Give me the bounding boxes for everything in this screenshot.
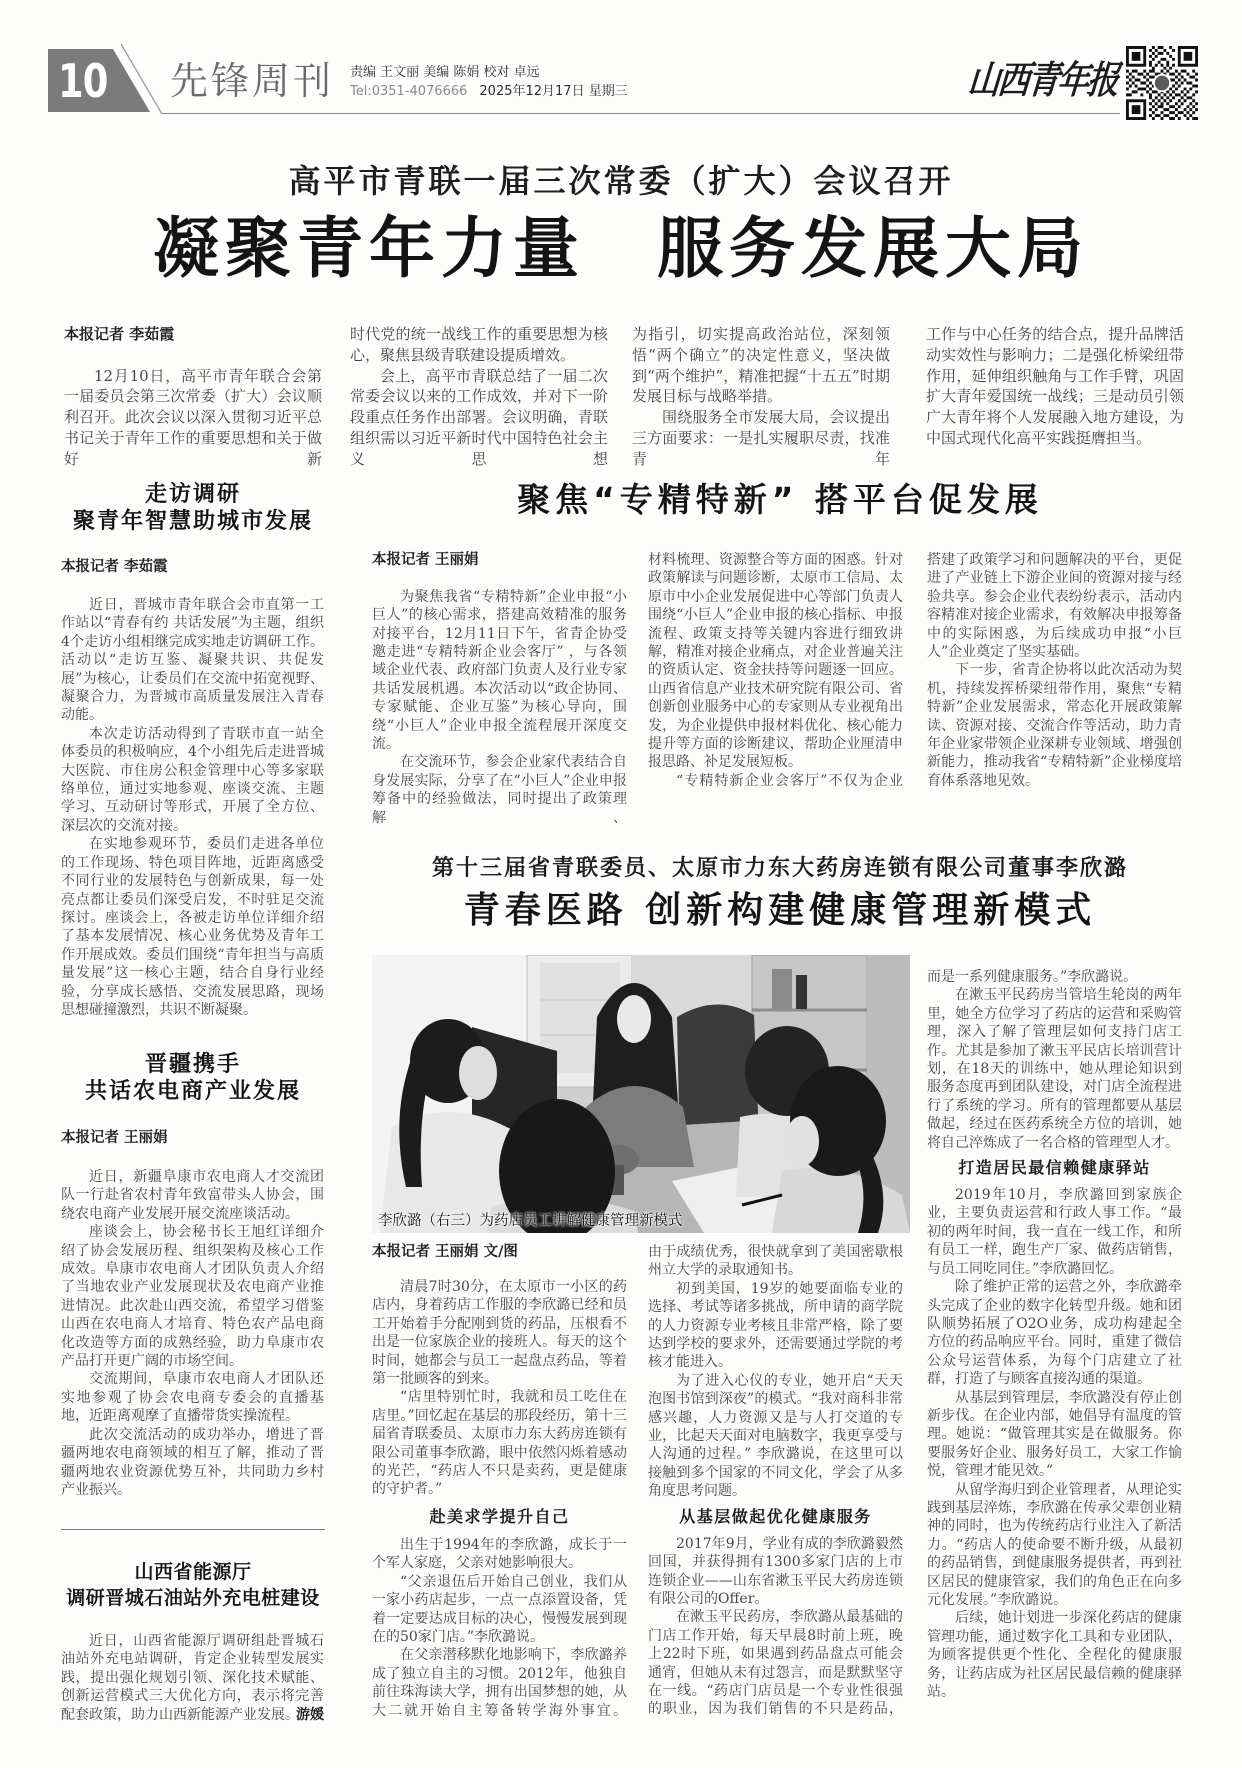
left-story-1-byline: 本报记者 李茹霞 [61,559,168,575]
paragraph: 清晨7时30分，在太原市一小区的药店内，身着药店工作服的李欣潞已经和员工开始着手分配刚到货的药品，压根看不出是一位家族企业的接班人。每天的这个时间，她都会与员工一起盘点药品，等着第一批顾客的到来。 [372,1279,627,1388]
photo-caption: 李欣潞（右三）为药店员工讲解健康管理新模式 [378,1213,683,1229]
left-story-2 [61,1051,325,1105]
paragraph: 此次交流活动的成功举办，增进了晋疆两地农电商领域的相互了解，推动了晋疆两地农业资源优势互补，共同助力乡村产业振兴。 [61,1426,324,1498]
headline-line-2: 调研晋城石油站外充电桩建设 [66,1587,320,1609]
left-story-1-body [61,596,324,1019]
paragraph: 从基层到管理层，李欣潞没有停止创新步伐。在企业内部，她倡导有温度的管理。她说：“做管理其实是在做服务。你要服务好企业、服务好员工，大家工作愉悦，管理才能见效。” [927,1389,1182,1480]
profile-story-column-3 [927,968,1182,1701]
paragraph-continued: 而是一系列健康服务。”李欣潞说。 [927,969,1138,985]
paragraph-continued: 工作与中心任务的结合点，提升品牌活动实效性与影响力；二是强化桥梁纽带作用，延伸组织触角与工作手臂，巩固扩大青年爱国统一战线；三是动员引领广大青年将个人发展融入地方建设，为中国式现代化高平实践挺膺担当。 [926,325,1184,447]
paragraph: 会上，高平市青联总结了一届二次常委会议以来的工作成效，并对下一阶段重点任务作出部署。会议明确，青联组织需以习近平新时代中国特色社会主义思想 [350,366,608,468]
profile-photo [372,955,910,1233]
headline-line-1: 走访调研 [144,482,241,507]
paragraph: 12月10日，高平市青年联合会第一届委员会第三次常委（扩大）会议顺利召开。此次会议以深入贯彻习近平总书记关于青年工作的重要思想和关于做好新 [64,366,322,468]
lead-story-column-3 [632,324,890,470]
paragraph: 在交流环节，参会企业家代表结合自身发展实际，分享了在“小巨人”企业申报筹备中的经验做法，同时提出了政策理解、 [372,754,627,826]
paragraph: 近日，晋城市青年联合会市直第一工作站以“青春有约 共话发展”为主题，组织4个走访小组相继完成实地走访调研工作。活动以“走访互鉴、凝聚共识、共促发展”为核心，让委员们在交流中拓宽视野、凝聚合力，为晋城市高质量发展注入青春动能。 [61,597,324,724]
author-signature: 游媛 [296,1706,324,1723]
byline: 本报记者 李茹霞 [64,325,175,343]
subheading: 打造居民最信赖健康驿站 [958,1158,1151,1178]
paragraph: 除了维护正常的运营之外，李欣潞牵头完成了企业的数字化转型升级。她和团队顺势拓展了O2O业务，成功构建起全方位的药品响应平台。同时，重建了微信公众号运营体系，为每个门店建立了社群，打造了与顾客直接沟通的渠道。 [927,1279,1182,1388]
profile-story-column-1 [372,1278,627,1720]
paragraph: 在漱玉平民药房，李欣潞从最基础的门店工作开始，每天早晨8时前上班，晚上22时下班，如果遇到药品盘点可能会通宵，但她从未有过怨言，而是默默坚守在一线。“药店门店员是一个专业性很强的职业，因为我们销售的不只是药品， [648,1609,903,1718]
left-story-3 [61,1559,325,1611]
paragraph: 为了进入心仪的专业，她开启“天天泡图书馆到深夜”的模式。“我对商科非常感兴趣，人力资源又是与人打交道的专业，比起天天面对电脑数字，我更享受与人沟通的过程。” 李欣潞说，在这里可以接触到多个国家的不同文化，学会了从多角度思考问题。 [648,1372,903,1500]
feature-story-column-1 [372,551,627,827]
paragraph: 出生于1994年的李欣潞，成长于一个军人家庭，父亲对她影响很大。 [372,1536,627,1572]
paragraph: “店里特别忙时，我就和员工吃住在店里。”回忆起在基层的那段经历，第十三届省青联委员、太原市力东大药房连锁有限公司董事李欣潞，眼中依然闪烁着感动的光芒，“药店人不只是卖药，更是健康的守护者。” [372,1389,627,1498]
newspaper-masthead-logo: 山西青年报 [966,57,1119,102]
paragraph: 在漱玉平民药房当管培生轮岗的两年里，她全方位学习了药店的运营和采购管理，深入了解了管理层如何支持门店工作。尤其是参加了漱玉平民店长培训营计划，在18天的训练中，她从理论知识到服务态度再到团队建设，对门店全流程进行了系统的学习。所有的管理都要从基层做起，经过在医药系统全方位的培训，她将自己淬炼成了一名合格的管理型人才。 [927,987,1182,1151]
telephone: Tel:0351-4076666 [350,84,468,99]
paragraph: 后续，她计划进一步深化药店的健康管理功能，通过数字化工具和专业团队，为顾客提供更个性化、全程化的健康服务，让药店成为社区居民最信赖的健康驿站。 [927,1610,1182,1701]
paragraph-continued: 由于成绩优秀，很快就拿到了美国密歇根州立大学的录取通知书。 [648,1244,903,1279]
paragraph: 2019年10月，李欣潞回到家族企业，主要负责运营和行政人事工作。“最初的两年时间，我一直在一线工作，和所有员工一样，跑生产厂家、做药店销售，与员工同吃同住。”李欣潞回忆。 [927,1187,1182,1277]
paragraph: 本次走访活动得到了青联市直一站全体委员的积极响应，4个小组先后走进晋城大医院、市住房公积金管理中心等多家联络单位，通过实地参观、座谈交流、主题学习、互动研讨等形式，开展了全方位、深层次的交流对接。 [61,725,324,834]
story-divider [61,1529,325,1530]
issue-date: 2025年12月17日 星期三 [479,84,628,99]
headline-line-1: 山西省能源厅 [134,1561,252,1583]
paragraph: 座谈会上，协会秘书长王旭红详细介绍了协会发展历程、组织架构及核心工作成效。阜康市农电商人才团队负责人介绍了当地农业产业发展现状及农电商产业推进情况。此次赴山西交流，希望学习借鉴山西在农电商人才培育、特色农产品电商化改造等方面的成熟经验，助力阜康市农产品打开更广阔的市场空间。 [61,1224,324,1370]
headline-line-1: 晋疆携手 [144,1052,241,1077]
headline-line-2: 共话农电商产业发展 [84,1079,301,1104]
profile-story-kicker: 第十三届省青联委员、太原市力东大药房连锁有限公司董事李欣潞 [431,855,1128,881]
paragraph: 在实地参观环节，委员们走进各单位的工作现场、特色项目阵地，近距离感受不同行业的发展特色与创新成果，每一处亮点都让委员们深受启发，不时驻足交流探讨。座谈会上，各被走访单位详细介绍了基本发展情况、核心业务优势及青年工作开展成效。委员们围绕“青年担当与高质量发展”这一核心主题，结合自身行业经验，分享成长感悟、交流发展思路，现场思想碰撞激烈，共识不断凝聚。 [61,836,324,1018]
paragraph: 下一步，省青企协将以此次活动为契机，持续发挥桥梁纽带作用，聚焦“专精特新”企业发展需求，常态化开展政策解读、资源对接、交流合作等活动，助力青年企业家带领企业深耕专业领域、增强创新能力，推动我省“专精特新”企业梯度培育体系落地见效。 [927,662,1182,789]
profile-story-headline: 青春医路 创新构建健康管理新模式 [463,890,1097,931]
profile-story-column-2 [648,1243,903,1719]
left-story-1 [61,481,325,535]
paragraph: “父亲退伍后开始自己创业，我们从一家小药店起步，一点一点添置设备，凭着一定要达成目标的决心，慢慢发展到现在的50家门店。”李欣潞说。 [372,1573,627,1645]
section-title: 先锋周刊 [170,59,335,103]
subheading: 赴美求学提升自己 [429,1506,570,1526]
left-story-2-body [61,1168,324,1499]
paragraph-continued: 搭建了政策学习和问题解决的平台，更促进了产业链上下游企业间的资源对接与经验共享。参会企业代表纷纷表示，活动内容精准对接企业需求，有效解决申报筹备中的实际困惑，为后续成功申报“小巨人”企业奠定了坚实基础。 [927,552,1182,661]
paragraph: 近日，山西省能源厅调研组赴晋城石油站外充电站调研，肯定企业转型发展实践，提出强化规划引领、深化技术赋能、创新运营模式三大优化方向，表示将完善配套政策，助力山西新能源产业发展。 [61,1633,324,1723]
paragraph: 在父亲潜移默化地影响下，李欣潞养成了独立自主的习惯。2012年，他独自前往珠海读大学，拥有出国梦想的她，从大二就开始自主筹备转学海外事宜。 [372,1647,627,1719]
left-story-2-byline: 本报记者 王丽娟 [61,1130,168,1146]
paragraph: 围绕服务全市发展大局，会议提出三方面要求：一是扎实履职尽责，找准青年 [632,408,890,468]
lead-story-kicker: 高平市青联一届三次常委（扩大）会议召开 [288,162,954,200]
feature-story-column-3 [927,551,1182,790]
byline: 本报记者 王丽娟 [372,552,479,568]
lead-story-column-4 [926,324,1184,449]
profile-story-byline: 本报记者 王丽娟 文/图 [372,1244,518,1260]
contact-date-line [350,84,628,100]
lead-story-column-1 [64,324,322,470]
paragraph: 2017年9月，学业有成的李欣潞毅然回国，并获得拥有1300多家门店的上市连锁企业——山东省漱玉平民大药房连锁有限公司的Offer。 [648,1535,903,1607]
paragraph: 初到美国，19岁的她要面临专业的选择、考试等诸多挑战，所申请的商学院的人力资源专业考核且非常严格，除了要达到学校的要求外，还需要通过学院的考核才能进入。 [648,1280,903,1371]
feature-story-column-2 [648,551,903,790]
paragraph-continued: 时代党的统一战线工作的重要思想为核心，聚焦县级青联建设提质增效。 [350,325,608,364]
subheading: 从基层做起优化健康服务 [679,1506,872,1526]
page-number: 10 [58,54,108,108]
left-story-3-body [61,1632,324,1724]
qr-code-icon [1126,46,1198,120]
paragraph: 为聚焦我省“专精特新”企业申报“小巨人”的核心需求，搭建高效精准的服务对接平台，12月11日下午，省青企协受邀走进“专精特新企业会客厅” ，与各领域企业代表、政府部门负责人及行业专家共话发展机遇。本次活动以“政企协同、专家赋能、企业互鉴”为核心导向，围绕“小巨人”企业申报全流程展开深度交流。 [372,588,627,753]
lead-story-headline: 凝聚青年力量 服务发展大局 [153,210,1089,287]
paragraph: 近日，新疆阜康市农电商人才交流团队一行赴省农村青年致富带头人协会，围绕农电商产业发展开展交流座谈活动。 [61,1169,324,1222]
page-header [0,0,1242,130]
paragraph-continued: 为指引，切实提高政治站位，深刻领悟“两个确立”的决定性意义，坚决做到“两个维护”，精准把握“十五五”时期发展目标与战略举措。 [632,325,890,406]
paragraph: 从留学海归到企业管理者，从理论实践到基层淬炼，李欣潞在传承父辈创业精神的同时，也为传统药店行业注入了新活力。“药店人的使命要不断升级，从最初的药品销售，到健康服务提供者，再到社区居民的健康管家，我们的角色正在向多元化发展。”李欣潞说。 [927,1481,1182,1608]
paragraph-continued: 材料梳理、资源整合等方面的困惑。针对政策解读与问题诊断，太原市工信局、太原市中小企业发展促进中心等部门负责人围绕“小巨人”企业申报的核心指标、申报流程、政策支持等关键内容进行细致讲解，精准对接企业痛点，对企业普遍关注的资质认定、资金扶持等问题逐一回应。山西省信息产业技术研究院有限公司、省创新创业服务中心的专家则从专业视角出发，为企业提供申报材料优化、核心能力提升等方面的诊断建议，帮助企业厘清申报思路、补足发展短板。 [648,552,903,771]
paragraph: “专精特新企业会客厅”不仅为企业 [676,772,903,789]
photo-staff-meeting-image [372,955,910,1233]
editor-credits: 责编 王文丽 美编 陈娟 校对 卓远 [350,65,540,80]
headline-line-2: 聚青年智慧助城市发展 [72,509,313,534]
paragraph: 交流期间，阜康市农电商人才团队还实地参观了协会农电商专委会的直播基地，近距离观摩了直播带货实操流程。 [61,1371,324,1425]
feature-story-headline: 聚焦“专精特新” 搭平台促发展 [517,480,1043,519]
lead-story-column-2 [350,324,608,470]
